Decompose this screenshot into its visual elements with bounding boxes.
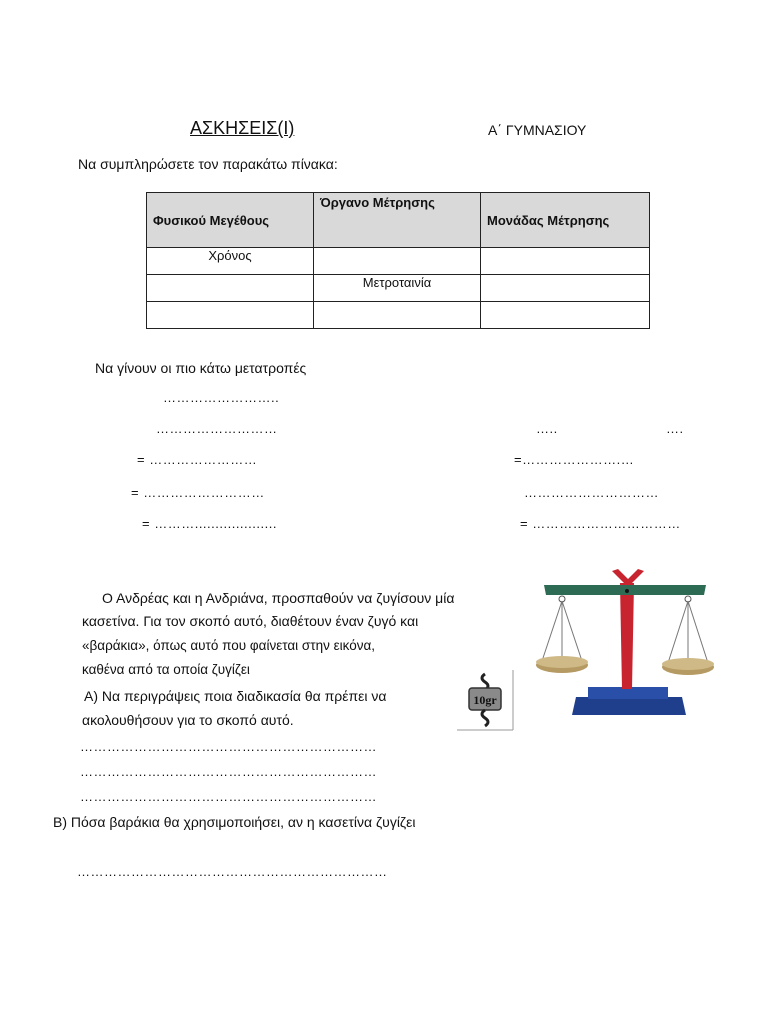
answer-line-1[interactable]: …………………………………………………………: [80, 739, 377, 754]
table-cell[interactable]: Μετροταινία: [314, 275, 481, 302]
answer-line-2[interactable]: …………………………………………………………: [80, 764, 377, 779]
balance-scale-icon: [528, 565, 720, 720]
question-b: Β) Πόσα βαράκια θα χρησιμοποιήσει, αν η κασετίνα ζυγίζει: [53, 814, 416, 830]
exercise3-line-4: καθένα από τα οποία ζυγίζει: [82, 662, 250, 677]
conversion-line-left-4[interactable]: = ………………………: [131, 485, 265, 500]
question-a: Α) Να περιγράψεις ποια διαδικασία θα πρέπει να: [84, 688, 387, 704]
conversion-line-left-1[interactable]: ……………………..: [163, 390, 280, 405]
table-cell[interactable]: [481, 302, 650, 329]
table-row: [147, 248, 650, 275]
grade-label: Α΄ ΓΥΜΝΑΣΙΟΥ: [488, 122, 587, 138]
answer-b-line[interactable]: ……………………………………………………………: [77, 864, 388, 879]
weight-label: 10gr: [473, 693, 497, 707]
measurement-table: [146, 192, 650, 329]
conversion-line-right-5[interactable]: = ……………………………: [520, 516, 681, 531]
conversion-line-right-4[interactable]: …………………………: [524, 485, 659, 500]
conversion-line-left-5[interactable]: = ………....................: [142, 516, 277, 531]
conversion-line-left-3[interactable]: = ……………………: [137, 452, 258, 467]
conversion-line-right-1[interactable]: …..: [536, 421, 558, 436]
answer-line-3[interactable]: …………………………………………………………: [80, 789, 377, 804]
conversion-line-right-3[interactable]: =………………….…: [514, 452, 635, 467]
table-cell[interactable]: [314, 248, 481, 275]
table-header-row: [147, 193, 650, 248]
table-header-quantity: Φυσικού Μεγέθους: [147, 193, 314, 248]
table-row: [147, 302, 650, 329]
table-header-instrument: Όργανο Μέτρησης: [314, 193, 481, 248]
exercise3-line-1: Ο Ανδρέας και η Ανδριάνα, προσπαθούν να ζυγίσουν μία: [102, 590, 455, 606]
table-cell[interactable]: [314, 302, 481, 329]
table-cell[interactable]: [481, 248, 650, 275]
exercise2-instruction: Να γίνουν οι πιο κάτω μετατροπές: [95, 360, 307, 376]
table-row: [147, 275, 650, 302]
table-cell[interactable]: [481, 275, 650, 302]
table-cell[interactable]: [147, 302, 314, 329]
conversion-line-left-2[interactable]: ………………………: [156, 421, 278, 436]
table-cell[interactable]: Χρόνος: [147, 248, 314, 275]
question-a-continued: ακολουθήσουν για το σκοπό αυτό.: [82, 712, 294, 728]
page-title: ΑΣΚΗΣΕΙΣ(Ι): [190, 118, 295, 138]
exercise1-instruction: Να συμπληρώσετε τον παρακάτω πίνακα:: [78, 156, 338, 172]
weight-10gr-icon: [455, 668, 515, 732]
exercise3-line-2: κασετίνα. Για τον σκοπό αυτό, διαθέτουν έναν ζυγό και: [82, 613, 419, 629]
exercise3-line-3: «βαράκια», όπως αυτό που φαίνεται στην εικόνα,: [82, 638, 376, 653]
table-cell[interactable]: [147, 275, 314, 302]
conversion-line-right-2[interactable]: ….: [666, 421, 684, 436]
table-header-unit: Μονάδας Μέτρησης: [481, 193, 650, 248]
